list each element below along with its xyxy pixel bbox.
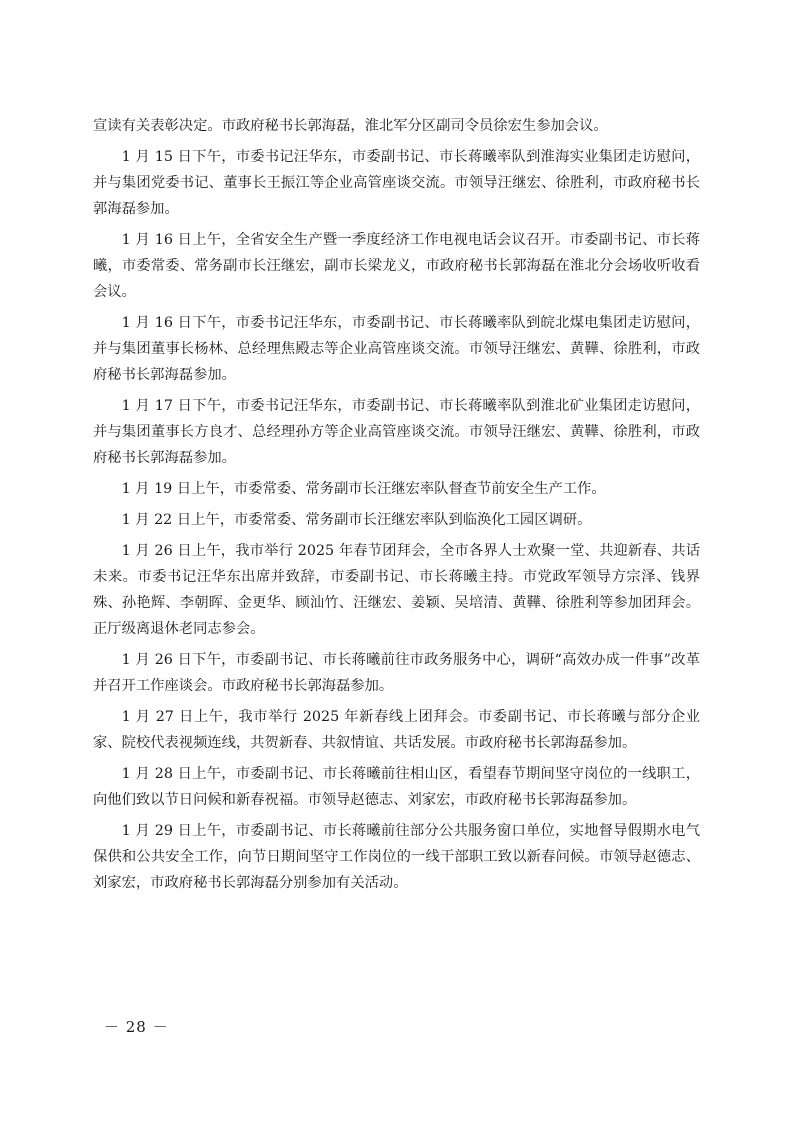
paragraph-jan26-afternoon: 1 月 26 日下午，市委副书记、市长蒋曦前往市政务服务中心，调研“高效办成一件事”改革并召开工作座谈会。市政府秘书长郭海磊参加。	[93, 652, 700, 694]
paragraph-jan29-morning: 1 月 29 日上午，市委副书记、市长蒋曦前往部分公共服务窗口单位，实地督导假期水电气保供和公共安全工作，向节日期间坚守工作岗位的一线干部职工致以新春问候。市领导赵德志、刘家宏，市政府秘书长郭海磊分别参加有关活动。	[93, 823, 700, 891]
paragraph-jan15-afternoon: 1 月 15 日下午，市委书记汪华东，市委副书记、市长蒋曦率队到淮海实业集团走访慰问，并与集团党委书记、董事长王振江等企业高管座谈交流。市领导汪继宏、徐胜利，市政府秘书长郭海磊参加。	[93, 149, 700, 217]
page-number: － 28 －	[104, 1018, 169, 1036]
paragraph-jan17-afternoon: 1 月 17 日下午，市委书记汪华东，市委副书记、市长蒋曦率队到淮北矿业集团走访慰问，并与集团董事长方良才、总经理孙方等企业高管座谈交流。市领导汪继宏、黄鞾、徐胜利，市政府秘书长郭海磊参加。	[93, 398, 700, 466]
paragraph-jan28-morning: 1 月 28 日上午，市委副书记、市长蒋曦前往相山区，看望春节期间坚守岗位的一线职工，向他们致以节日问候和新春祝福。市领导赵德志、刘家宏，市政府秘书长郭海磊参加。	[93, 766, 700, 808]
paragraph-jan22-morning: 1 月 22 日上午，市委常委、常务副市长汪继宏率队到临涣化工园区调研。	[121, 512, 592, 528]
document-body	[93, 113, 700, 901]
paragraph-jan16-afternoon: 1 月 16 日下午，市委书记汪华东，市委副书记、市长蒋曦率队到皖北煤电集团走访慰问，并与集团董事长杨林、总经理焦殿志等企业高管座谈交流。市领导汪继宏、黄鞾、徐胜利，市政府秘书长郭海磊参加。	[93, 315, 700, 383]
paragraph-jan26-morning: 1 月 26 日上午，我市举行 2025 年春节团拜会，全市各界人士欢聚一堂、共迎新春、共话未来。市委书记汪华东出席并致辞，市委副书记、市长蒋曦主持。市党政军领导方宗泽、钱界殊、孙艳辉、李朝晖、金更华、顾汕竹、汪继宏、姜颖、吴培清、黄鞾、徐胜利等参加团拜会。正厅级离退休老同志参会。	[93, 543, 700, 637]
paragraph-jan16-morning: 1 月 16 日上午，全省安全生产暨一季度经济工作电视电话会议召开。市委副书记、市长蒋曦，市委常委、常务副市长汪继宏，副市长梁龙义，市政府秘书长郭海磊在淮北分会场收听收看会议。	[93, 232, 700, 300]
paragraph-continuation: 宣读有关表彰决定。市政府秘书长郭海磊，淮北军分区副司令员徐宏生参加会议。	[93, 118, 608, 134]
paragraph-jan19-morning: 1 月 19 日上午，市委常委、常务副市长汪继宏率队督查节前安全生产工作。	[121, 481, 606, 497]
paragraph-jan27-morning: 1 月 27 日上午，我市举行 2025 年新春线上团拜会。市委副书记、市长蒋曦与部分企业家、院校代表视频连线，共贺新春、共叙情谊、共话发展。市政府秘书长郭海磊参加。	[93, 709, 700, 751]
